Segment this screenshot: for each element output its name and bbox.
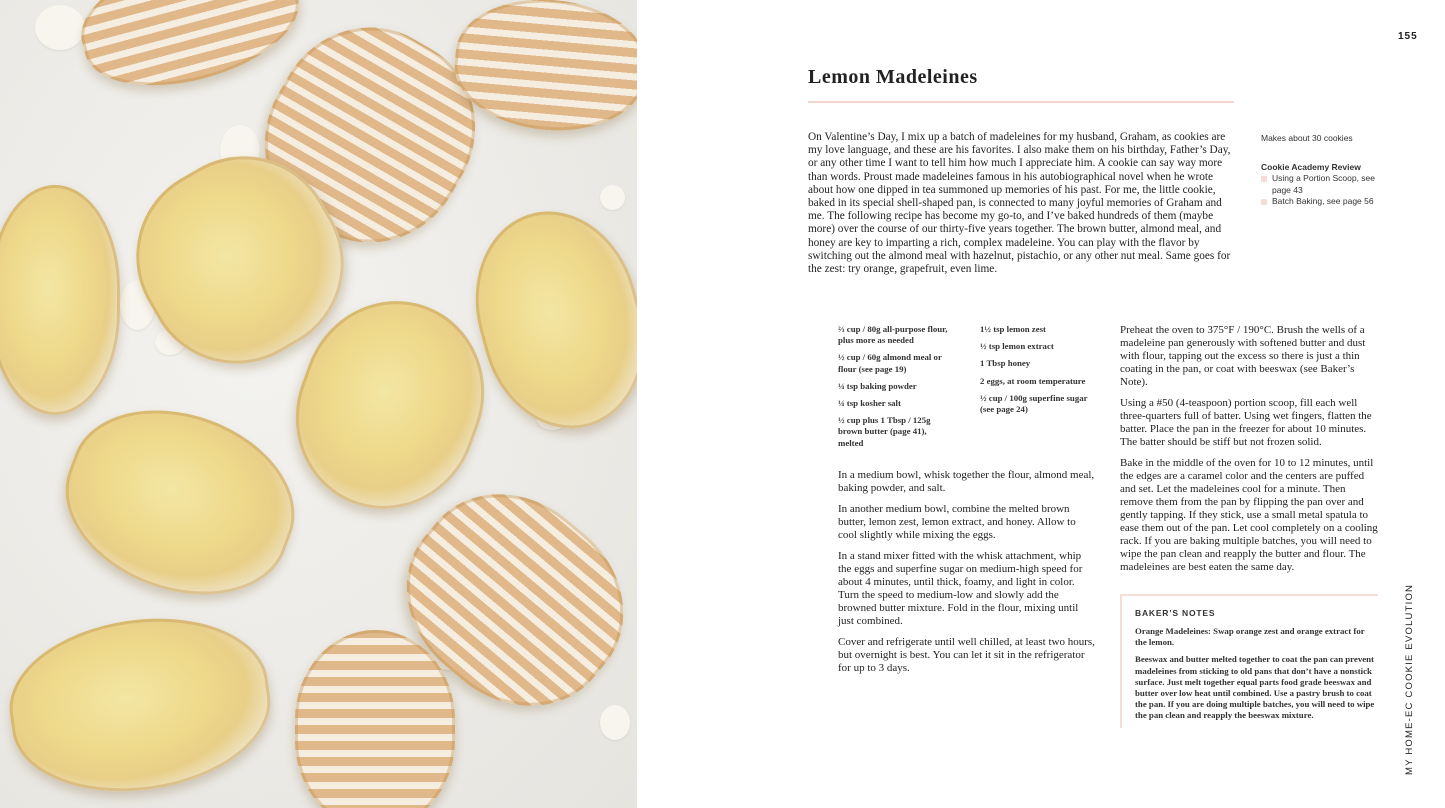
step: Using a #50 (4-teaspoon) portion scoop, fill each well three-quarters full of batter. Using wet fingers, flatten the batter. Place the pan in the freezer for about 10 minutes. The batter should be stiff but not frozen solid. (1120, 397, 1372, 448)
section-label: MY HOME-EC COOKIE EVOLUTION (1404, 583, 1415, 775)
title-rule (808, 101, 1234, 103)
ingredient: ½ cup / 100g superfine sugar (see page 24) (980, 392, 1088, 415)
review-item: Using a Portion Scoop, see page 43 (1261, 173, 1386, 196)
ingredient: ¼ tsp baking powder (838, 380, 917, 391)
step: In a medium bowl, whisk together the flour, almond meal, baking powder, and salt. (838, 469, 1095, 494)
ingredient: 1 Tbsp honey (980, 358, 1031, 369)
step: Preheat the oven to 375°F / 190°C. Brush the wells of a madeleine pan generously with softened butter and dust with flour, tapping out the excess so there is just a thin coating in the pan, or coat with beeswax (see Baker’s Note). (1120, 324, 1366, 388)
note: Beeswax and butter melted together to coat the pan can prevent madeleines from sticking to old pans that don’t have a nonstick surface. Just melt together equal parts food grade beeswax and butter over low heat until combined. Use a pastry brush to coat the pan. If you are doing multiple batches, you will need to wipe the pan clean and reapply the beeswax mixture. (1135, 654, 1375, 721)
ingredient: 2 eggs, at room temperature (980, 375, 1086, 386)
review-item: Batch Baking, see page 56 (1261, 196, 1401, 208)
intro-paragraph: On Valentine’s Day, I mix up a batch of madeleines for my husband, Graham, as cookies are my love language, and these are his favorites. I also make them on his birthday, Father’s Day, or any other time I want to tell him how much I appreciate him. A cookie can say way more than words. Proust made madeleines famous in his autobiographical novel when he wrote about how one dipped in tea summoned up memories of his past. For me, the little cookie, baked in its special shell-shaped pan, is connected to many joyful memories of Graham and me. The following recipe has become my go-to, and I’ve baked hundreds of them (maybe more) over the course of our thirty-five years together. The brown butter, almond meal, and honey are key to imparting a rich, complex madeleine. You can play with the flavor by switching out the almond meal with hazelnut, pistachio, or any other nut meal. Same goes for the zest: try orange, grapefruit, even lime. (808, 131, 1231, 276)
ingredients-right (980, 324, 1098, 421)
page-number: 155 (1398, 31, 1418, 42)
step: In another medium bowl, combine the melted brown butter, lemon zest, lemon extract, and honey. Allow to cool slightly while mixing the eggs. (838, 503, 1076, 541)
madeleines-photo (0, 0, 637, 808)
bakers-notes (1120, 594, 1378, 728)
bakers-notes-title: BAKER’S NOTES (1135, 608, 1216, 618)
method-right (1120, 324, 1380, 582)
step: Bake in the middle of the oven for 10 to 12 minutes, until the edges are a caramel color and the centers are puffed and set. Let the madeleines cool for a minute. Then remove them from the pan by flipping the pan over and gently tapping. If they stick, use a small metal spatula to ease them out of the pan. Let cool completely on a cooling rack. If you are baking multiple batches, you will need to wipe the pan clean and reapply the butter and flour. The madeleines are best eaten the same day. (1120, 457, 1378, 573)
step: Cover and refrigerate until well chilled, at least two hours, but overnight is best. You can let it sit in the refrigerator for up to 3 days. (838, 636, 1095, 674)
ingredient: ½ tsp lemon extract (980, 341, 1054, 352)
recipe-title: Lemon Madeleines (808, 66, 978, 88)
ingredient: ¼ tsp kosher salt (838, 398, 901, 409)
method-left (838, 469, 1096, 683)
ingredient: ⅔ cup / 80g all-purpose flour, plus more as needed (838, 324, 948, 346)
yield: Makes about 30 cookies (1261, 133, 1353, 143)
step: In a stand mixer fitted with the whisk attachment, whip the eggs and superfine sugar on medium-high speed for about 4 minutes, until thick, foamy, and light in color. Turn the speed to medium-low and slowly add the browned butter mixture. Fold in the flour, mixing until just combined. (838, 550, 1083, 627)
recipe-sidebar (1261, 133, 1401, 208)
note: Orange Madeleines: Swap orange zest and orange extract for the lemon. (1135, 626, 1365, 648)
ingredient: ½ cup / 60g almond meal or flour (see page 19) (838, 352, 942, 374)
ingredients-left (838, 324, 953, 455)
ingredient: 1½ tsp lemon zest (980, 324, 1046, 334)
review-title: Cookie Academy Review (1261, 161, 1361, 172)
ingredient: ½ cup plus 1 Tbsp / 125g brown butter (page 41), melted (838, 415, 931, 448)
